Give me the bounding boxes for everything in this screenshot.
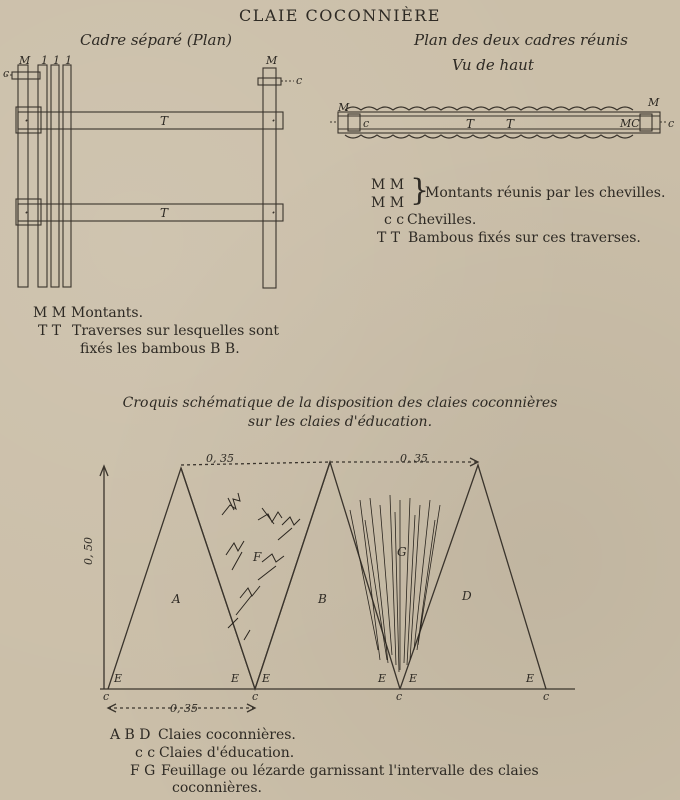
label-1-a: 1 xyxy=(41,54,48,67)
joined-frames-drawing xyxy=(330,107,668,138)
label-mc-joined: MC xyxy=(620,117,640,130)
label-c-peg-left: c xyxy=(3,67,10,80)
bottom-legend-abd: A B D xyxy=(110,727,151,743)
bottom-legend-fg: F G xyxy=(130,763,156,779)
right-legend-tt: T T xyxy=(377,230,401,246)
dim-top-left: 0, 35 xyxy=(206,452,234,465)
label-c-joined-right: c xyxy=(668,117,675,130)
label-t-upper: T xyxy=(160,114,169,128)
right-legend-mm-text: Montants réunis par les chevilles. xyxy=(425,185,666,201)
right-legend-brace: } xyxy=(410,173,430,208)
right-legend-cc: c c xyxy=(384,212,405,228)
left-legend-mm: M M xyxy=(33,305,67,321)
grass-g-drawing xyxy=(350,495,440,672)
label-1-c: 1 xyxy=(65,54,72,67)
bottom-legend-fg-text: Feuillage ou lézarde garnissant l'intervalle des claies xyxy=(161,763,539,779)
right-heading-1: Plan des deux cadres réunis xyxy=(414,31,628,49)
label-m-right: M xyxy=(266,54,278,67)
page-title: CLAIE COCONNIÈRE xyxy=(239,6,441,25)
croquis-caption-2: sur les claies d'éducation. xyxy=(247,414,433,430)
label-c-joined-left: c xyxy=(363,117,370,130)
right-legend-mm-1: M M xyxy=(371,177,405,193)
croquis-caption-1: Croquis schématique de la disposition des claies coconnières xyxy=(122,395,558,411)
label-e-6: E xyxy=(526,672,535,685)
bottom-legend-cc-text: Claies d'éducation. xyxy=(159,745,295,761)
bottom-legend-abd-text: Claies coconnières. xyxy=(158,727,296,743)
label-section-d: D xyxy=(462,589,472,603)
label-m-joined-right: M xyxy=(648,96,660,109)
right-heading-2: Vu de haut xyxy=(452,56,534,74)
label-m-joined-left: M xyxy=(338,101,350,114)
separate-frame-drawing xyxy=(6,65,294,288)
foliage-f-drawing xyxy=(222,493,300,640)
label-c-ground-4: c xyxy=(543,690,550,703)
label-1-b: 1 xyxy=(53,54,60,67)
label-section-f: F xyxy=(253,550,262,564)
label-m-left: M xyxy=(19,54,31,67)
label-c-ground-2: c xyxy=(252,690,259,703)
label-t-joined-1: T xyxy=(466,117,475,131)
label-t-lower: T xyxy=(160,206,169,220)
right-legend-tt-text: Bambous fixés sur ces traverses. xyxy=(408,230,641,246)
bottom-legend-fg-text-2: coconnières. xyxy=(172,780,262,796)
label-e-1: E xyxy=(114,672,123,685)
label-e-2: E xyxy=(231,672,240,685)
bottom-legend-cc: c c xyxy=(135,745,156,761)
left-legend-tt: T T xyxy=(38,323,62,339)
right-legend-mm-2: M M xyxy=(371,195,405,211)
schematic-drawing xyxy=(100,458,575,712)
label-section-b: B xyxy=(318,592,327,606)
dim-top-right: 0, 35 xyxy=(400,452,428,465)
label-e-5: E xyxy=(409,672,418,685)
left-legend-tt-text: Traverses sur lesquelles sont xyxy=(72,323,280,339)
label-section-g: G xyxy=(397,545,407,559)
left-heading: Cadre séparé (Plan) xyxy=(80,31,232,49)
label-e-3: E xyxy=(262,672,271,685)
label-section-a: A xyxy=(172,592,181,606)
label-c-ground-1: c xyxy=(103,690,110,703)
dim-bottom: 0, 35 xyxy=(170,702,198,715)
right-legend-cc-text: Chevilles. xyxy=(407,212,477,228)
label-t-joined-2: T xyxy=(506,117,515,131)
dim-height: 0, 50 xyxy=(82,537,95,565)
label-e-4: E xyxy=(378,672,387,685)
left-legend-tt-text-2: fixés les bambous B B. xyxy=(80,341,240,357)
label-c-peg-right: c xyxy=(296,74,303,87)
left-legend-mm-text: Montants. xyxy=(71,305,144,321)
label-c-ground-3: c xyxy=(396,690,403,703)
